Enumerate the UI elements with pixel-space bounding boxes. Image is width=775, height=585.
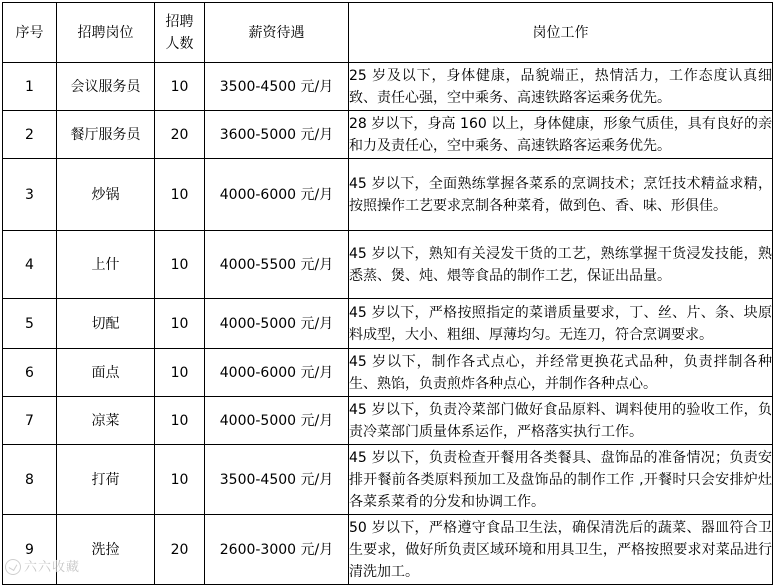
row-position: 面点 [57,349,155,397]
row-position: 餐厅服务员 [57,111,155,159]
row-duty: 50 岁以下，严格遵守食品卫生法，确保清洗后的蔬菜、器皿符合卫生要求，做好所负责区域环境和用具卫生，严格按照要求对菜品进行清洗加工。 [349,515,773,585]
header-count-line1: 招聘 [165,13,194,30]
row-position: 切配 [57,299,155,349]
row-position: 会议服务员 [57,63,155,111]
row-no: 7 [3,397,57,445]
row-position: 凉菜 [57,397,155,445]
table-row [3,445,773,515]
row-salary: 4000-5000 元/月 [205,397,349,445]
row-salary: 3500-4500 元/月 [205,445,349,515]
row-no: 8 [3,445,57,515]
row-salary: 4000-6000 元/月 [205,349,349,397]
row-no: 1 [3,63,57,111]
watermark-text: 六六收藏 [24,559,81,575]
row-duty: 25 岁及以下，身体健康，品貌端正，热情活力，工作态度认真细致、责任心强，空中乘务、高速铁路客运乘务优先。 [349,63,773,111]
table-row [3,231,773,299]
row-position: 炒锅 [57,159,155,231]
table-row [3,299,773,349]
row-position: 洗捡 [57,515,155,585]
row-salary: 4000-5000 元/月 [205,299,349,349]
row-salary: 3600-5000 元/月 [205,111,349,159]
row-count: 10 [155,231,205,299]
row-no: 2 [3,111,57,159]
recruitment-table [2,2,773,585]
row-salary: 3500-4500 元/月 [205,63,349,111]
watermark-logo-icon [5,559,21,575]
row-duty: 45 岁以下，制作各式点心，并经常更换花式品种，负责拌制各种生、熟馅，负责煎炸各种点心，并制作各种点心。 [349,349,773,397]
header-row [3,3,773,63]
row-count: 10 [155,397,205,445]
row-duty: 45 岁以下，负责冷菜部门做好食品原料、调料使用的验收工作，负责冷菜部门质量体系运作，严格落实执行工作。 [349,397,773,445]
row-count: 20 [155,515,205,585]
row-count: 10 [155,445,205,515]
header-salary: 薪资待遇 [205,3,349,63]
header-count [155,3,205,63]
row-no: 5 [3,299,57,349]
row-position: 上什 [57,231,155,299]
row-duty: 45 岁以下，严格按照指定的菜谱质量要求，丁、丝、片、条、块原料成型，大小、粗细、厚薄均匀。无连刀，符合烹调要求。 [349,299,773,349]
header-position: 招聘岗位 [57,3,155,63]
table-row [3,63,773,111]
row-position: 打荷 [57,445,155,515]
row-no: 3 [3,159,57,231]
row-salary: 4000-6000 元/月 [205,159,349,231]
row-no: 4 [3,231,57,299]
row-count: 20 [155,111,205,159]
header-count-line2: 人数 [165,35,194,52]
header-duty: 岗位工作 [349,3,773,63]
table-row [3,397,773,445]
watermark [5,556,80,576]
row-count: 10 [155,349,205,397]
row-count: 10 [155,299,205,349]
table-row [3,515,773,585]
header-no: 序号 [3,3,57,63]
row-no: 6 [3,349,57,397]
row-duty: 28 岁以下，身高 160 以上，身体健康，形象气质佳，具有良好的亲和力及责任心，空中乘务、高速铁路客运乘务优先。 [349,111,773,159]
table-row [3,159,773,231]
row-salary: 4000-5500 元/月 [205,231,349,299]
row-count: 10 [155,159,205,231]
row-no: 9 [3,515,57,585]
table-row [3,349,773,397]
row-duty: 45 岁以下，熟知有关浸发干货的工艺，熟练掌握干货浸发技能，熟悉蒸、煲、炖、煨等食品的制作工艺，保证出品量。 [349,231,773,299]
table-row [3,111,773,159]
row-duty: 45 岁以下，负责检查开餐用各类餐具、盘饰品的准备情况；负责安排开餐前各类原料预加工及盘饰品的制作工作 ,开餐时只会安排炉灶各菜系菜肴的分发和协调工作。 [349,445,773,515]
row-salary: 2600-3000 元/月 [205,515,349,585]
row-duty: 45 岁以下，全面熟练掌握各菜系的烹调技术；烹饪技术精益求精，按照操作工艺要求烹制各种菜肴，做到色、香、味、形俱佳。 [349,159,773,231]
row-count: 10 [155,63,205,111]
